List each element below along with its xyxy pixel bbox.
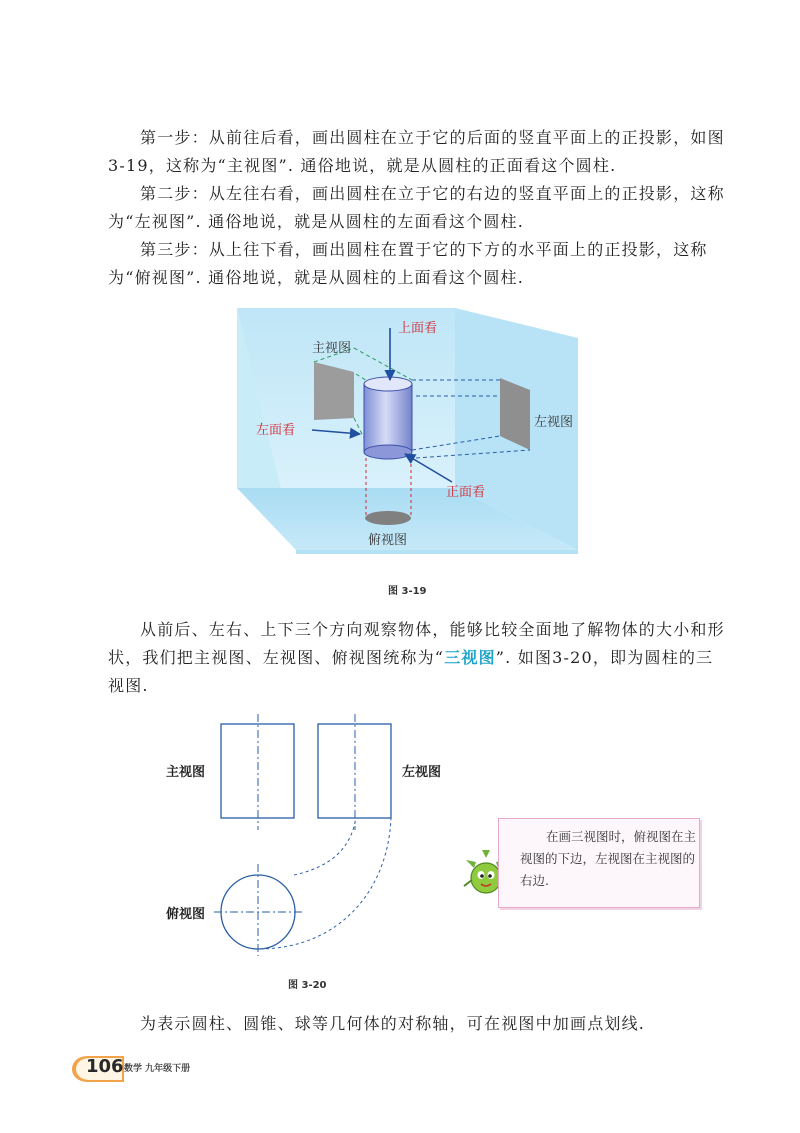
cylinder [364,377,412,459]
top-projection [365,511,411,525]
intro-text-1: 从前后、左右、上下三个方向观察物体，能够比较全面地了解物体的大小和形状，我们把主视图、左视图、俯视图统称为“ [108,620,725,667]
figure-3-20-caption: 图 3-20 [288,980,327,991]
fig20-label-top: 俯视图 [166,907,206,922]
intro-paragraph [108,616,728,700]
fig20-label-left: 左视图 [402,765,442,780]
label-front-view-dir: 正面看 [446,485,486,500]
label-top-view: 俯视图 [368,533,408,548]
step3-paragraph: 第三步：从上往下看，画出圆柱在置于它的下方的水平面上的正投影，这称为“俯视图”. 通俗地说，就是从圆柱的上面看这个圆柱. [108,240,708,287]
front-projection [314,362,354,420]
page-number: 106 [86,1056,124,1077]
front-view-rect [221,724,294,818]
book-title: 数学 九年级下册 [124,1064,191,1074]
figure-3-19 [0,300,800,600]
step1-paragraph: 第一步：从前往后看，画出圆柱在立于它的后面的竖直平面上的正投影，如图 3-19，这称为“主视图”. 通俗地说，就是从圆柱的正面看这个圆柱. [108,128,725,175]
step2-paragraph: 第二步：从左往右看，画出圆柱在立于它的右边的竖直平面上的正投影，这称为“左视图”. 通俗地说，就是从圆柱的左面看这个圆柱. [108,184,725,231]
left-view-rect [318,724,391,818]
label-left-view-dir: 左面看 [256,423,296,438]
label-top-view-dir: 上面看 [398,321,438,336]
intro-text-2: ”. 如图3-20，即为圆柱的三视图. [108,648,714,695]
fig20-label-front: 主视图 [166,765,206,780]
label-left-view: 左视图 [534,415,574,430]
figure-3-19-caption: 图 3-19 [388,586,427,597]
note-text: 在画三视图时，俯视图在主视图的下边，左视图在主视图的右边. [520,829,697,888]
three-views-term: 三视图 [444,648,496,667]
final-paragraph: 为表示圆柱、圆锥、球等几何体的对称轴，可在视图中加画点划线. [140,1014,646,1033]
label-front-view: 主视图 [312,341,352,356]
